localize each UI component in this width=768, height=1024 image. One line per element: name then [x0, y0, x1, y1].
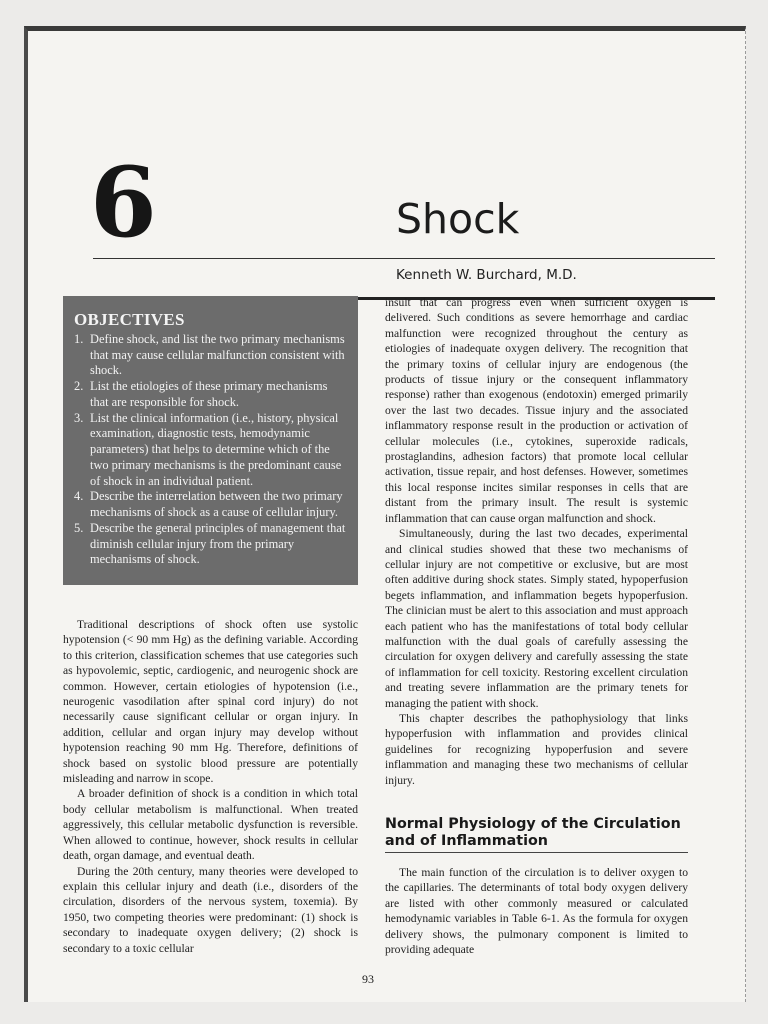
objective-number: 2.: [74, 379, 84, 394]
title-rule: [93, 258, 715, 259]
chapter-title: Shock: [396, 195, 520, 243]
objective-text: Describe the general principles of management that diminish cellular injury from the primary mechanisms of shock.: [90, 520, 346, 567]
left-column: [63, 617, 358, 956]
objective-number: 3.: [74, 410, 84, 425]
chapter-author: Kenneth W. Burchard, M.D.: [396, 267, 577, 283]
objectives-list: [74, 332, 348, 568]
objective-text: List the etiologies of these primary mechanisms that are responsible for shock.: [90, 379, 328, 409]
objective-item: [74, 489, 348, 521]
body-paragraph: Simultaneously, during the last two decades, experimental and clinical studies showed that these two mechanisms of cellular injury are not competitive or exclusive, but are most often additive during shock states. Simply stated, hypoperfusion begets inflammation, and inflammation begets hypoperfusion. The clinician must be alert to this association and must approach each patient who has the manifestations of total body cellular malfunction with the dual goals of carefully assessing the circulation for oxygen delivery and carefully assessing the state of inflammation for cell toxicity. Restoring excellent circulation and treating severe inflammation are the primary tenets for managing the patient with shock.: [385, 527, 688, 710]
body-paragraph: insult that can progress even when sufficient oxygen is delivered. Such conditions as severe hemorrhage and cardiac malfunction were recognized throughout the century as etiologies of inadequate oxygen delivery. The recognition that the primary toxins of cellular injury are endogenous (the products of tissue injury or the consequent inflammatory response) rather than exogenous (endotoxin) emerged primarily over the last two decades. Tissue injury and the associated inflammatory response result in the production or activation of cellular molecules (i.e., cytokines, superoxide radicals, prostaglandins, adhesion factors) that promote local cellular activation, tissue repair, and host defenses. However, sometimes this local response incites similar responses in cells that are distant from the primary insult. The result is systemic inflammation that can cause organ malfunction and shock.: [385, 296, 688, 525]
body-paragraph: A broader definition of shock is a condition in which total body cellular metabolism is malfunctional. When treated aggressively, this cellular metabolic dysfunction is reversible. When allowed to continue, however, shock results in cellular death, organ damage, and eventual death.: [63, 787, 358, 863]
objective-item: [74, 411, 348, 490]
body-paragraph: During the 20th century, many theories were developed to explain this cellular injury and death (i.e., disorders of the circulation, disorders of the nervous system, toxemia). By 1950, two competing theories were predominant: (1) shock is secondary to inadequate oxygen delivery; (2) shock is secondary to a toxic cellular: [63, 864, 358, 955]
body-paragraph: The main function of the circulation is to deliver oxygen to the capillaries. The determinants of total body oxygen delivery are listed with other commonly measured or calculated hemodynamic variables in Table 6-1. As the formula for oxygen delivery shows, the pulmonary component is limited to providing adequate: [385, 866, 688, 957]
right-column: [385, 295, 688, 788]
objective-text: List the clinical information (i.e., history, physical examination, diagnostic tests, hemodynamic parameters) that helps to determine which of the two primary mechanisms is the predominant cause of shock in an individual patient.: [90, 410, 342, 488]
objective-number: 5.: [74, 520, 84, 535]
objective-item: [74, 332, 348, 379]
objective-text: Define shock, and list the two primary mechanisms that may cause cellular malfunction consistent with shock.: [90, 331, 345, 378]
page-number: 93: [362, 972, 374, 986]
objective-item: [74, 379, 348, 411]
objectives-box: [63, 296, 358, 585]
section-heading: Normal Physiology of the Circulation and of Inflammation: [385, 816, 688, 853]
objective-text: Describe the interrelation between the two primary mechanisms of shock as a cause of cellular injury.: [90, 489, 343, 520]
section-body: [385, 865, 688, 957]
objectives-title: OBJECTIVES: [74, 310, 185, 329]
chapter-number: 6: [90, 146, 157, 259]
objective-item: [74, 521, 348, 568]
objective-number: 4.: [74, 489, 84, 504]
body-paragraph: This chapter describes the pathophysiology that links hypoperfusion with inflammation and provides clinical guidelines for recognizing hypoperfusion and severe inflammation and managing these two mechanisms of cellular injury.: [385, 711, 688, 787]
body-paragraph: Traditional descriptions of shock often use systolic hypotension (< 90 mm Hg) as the defining variable. According to this criterion, classification schemes that use categories such as hypovolemic, septic, cardiogenic, and neurogenic shock are common. However, certain etiologies of hypotension (i.e., neurogenic vasodilation after spinal cord injury) do not necessarily cause significant cellular or organ injury. In addition, cellular and organ injury may develop without hypotension reaching 90 mm Hg. Therefore, definitions of shock based on systolic blood pressure are potentially misleading and narrow in scope.: [63, 618, 358, 786]
objective-number: 1.: [74, 331, 84, 346]
